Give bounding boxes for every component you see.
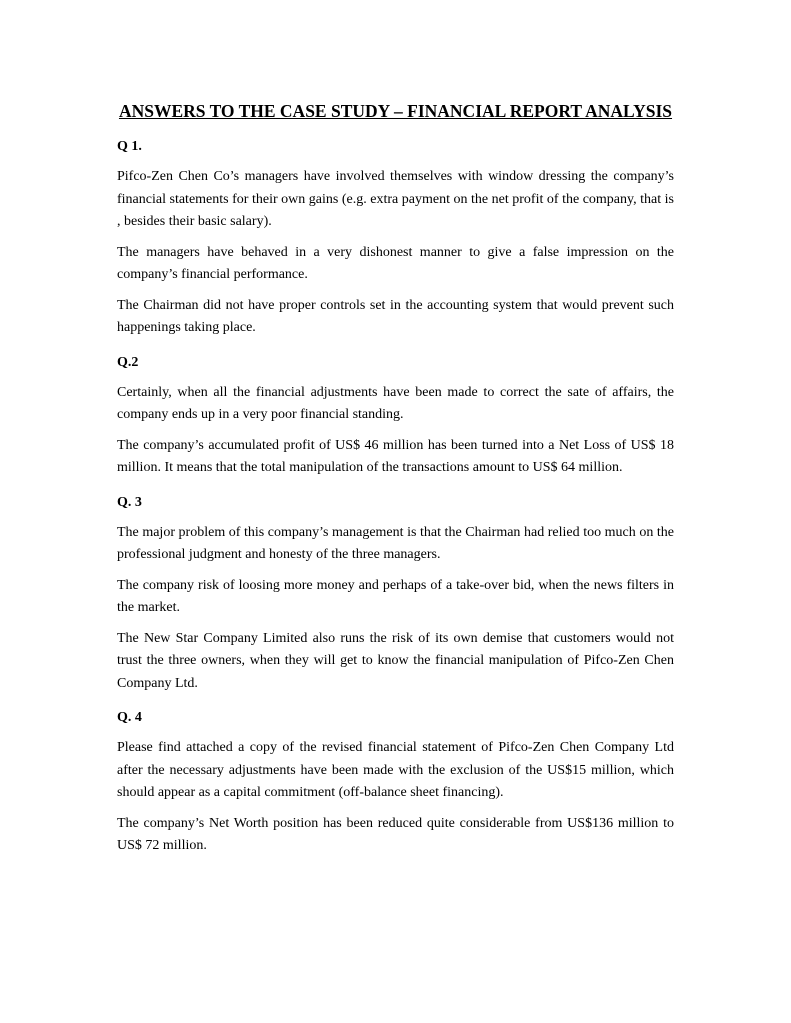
paragraph: The New Star Company Limited also runs the risk of its own demise that customers would not trust the three owners, when they will get to know the financial manipulation of Pifco-Zen Chen Company Ltd. — [117, 630, 674, 691]
section-heading: Q. 3 — [117, 494, 142, 510]
section-q1 — [117, 136, 674, 340]
section-q2 — [117, 352, 674, 480]
paragraph: The major problem of this company’s management is that the Chairman had relied too much on the professional judgment and honesty of the three managers. — [117, 524, 674, 562]
section-heading: Q 1. — [117, 139, 142, 154]
paragraph: The company’s accumulated profit of US$ 46 million has been turned into a Net Loss of US$ 18 million. It means that the total manipulation of the transactions amount to US$ 64 million. — [117, 437, 674, 475]
paragraph: The company risk of loosing more money and perhaps of a take-over bid, when the news filters in the market. — [117, 577, 674, 615]
section-q4 — [117, 707, 674, 858]
section-heading: Q. 4 — [117, 710, 142, 725]
paragraph: The company’s Net Worth position has been reduced quite considerable from US$136 million to US$ 72 million. — [117, 815, 674, 853]
section-heading: Q.2 — [117, 354, 139, 370]
paragraph: The Chairman did not have proper controls set in the accounting system that would prevent such happenings taking place. — [117, 297, 674, 335]
section-q3 — [117, 492, 674, 696]
paragraph: Pifco-Zen Chen Co’s managers have involved themselves with window dressing the company’s financial statements for their own gains (e.g. extra payment on the net profit of the company, that is , besides their basic salary). — [117, 169, 674, 229]
document-body — [117, 99, 674, 858]
paragraph: Certainly, when all the financial adjustments have been made to correct the sate of affairs, the company ends up in a very poor financial standing. — [117, 384, 674, 422]
paragraph: The managers have behaved in a very dishonest manner to give a false impression on the company’s financial performance. — [117, 244, 674, 282]
paragraph: Please find attached a copy of the revised financial statement of Pifco-Zen Chen Company Ltd after the necessary adjustments have been made with the exclusion of the US$15 million, which should appear as a capital commitment (off-balance sheet financing). — [117, 740, 674, 800]
document-title: ANSWERS TO THE CASE STUDY – FINANCIAL REPORT ANALYSIS — [118, 101, 673, 121]
